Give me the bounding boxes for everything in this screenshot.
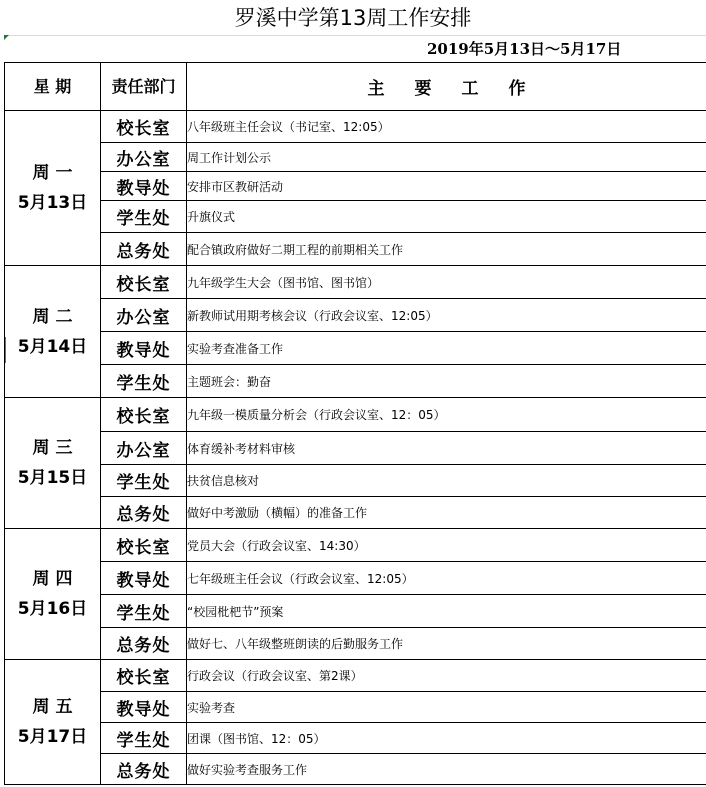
dept-cell: 总务处: [101, 628, 187, 660]
day-date: 5月17日: [17, 727, 88, 747]
day-name: 周 二: [32, 306, 73, 327]
dept-cell: 教导处: [101, 172, 187, 201]
table-row: [5, 692, 706, 723]
header-row: [5, 63, 706, 111]
schedule-body: [5, 111, 706, 785]
table-row: [5, 365, 706, 398]
schedule-table: [4, 62, 706, 785]
dept-cell: 校长室: [101, 529, 187, 562]
task-cell: 安排市区教研活动: [187, 172, 706, 201]
table-row: [5, 172, 706, 201]
page-title: 罗溪中学第13周工作安排: [234, 6, 472, 30]
header-dept: 责任部门: [101, 63, 187, 111]
task-cell: 升旗仪式: [187, 201, 706, 233]
dept-cell: 办公室: [101, 143, 187, 172]
table-row: [5, 332, 706, 365]
task-cell: 做好实验考查服务工作: [187, 754, 706, 785]
task-cell: 七年级班主任会议（行政会议室、12:05）: [187, 562, 706, 595]
task-cell: “校园枇杷节”预案: [187, 595, 706, 628]
task-cell: 实验考查准备工作: [187, 332, 706, 365]
day-name: 周 三: [32, 438, 73, 458]
day-cell: [5, 266, 101, 398]
day-name: 周 五: [32, 697, 73, 717]
dept-cell: 校长室: [101, 398, 187, 432]
table-row: [5, 143, 706, 172]
day-cell: [5, 111, 101, 266]
task-cell: 团课（图书馆、12：05）: [187, 723, 706, 754]
dept-cell: 学生处: [101, 465, 187, 497]
task-cell: 扶贫信息核对: [187, 465, 706, 497]
table-row: [5, 723, 706, 754]
day-name: 周 一: [32, 163, 73, 183]
dept-cell: 教导处: [101, 692, 187, 723]
day-date: 5月14日: [17, 336, 88, 357]
day-cell: [5, 660, 101, 785]
dept-cell: 总务处: [101, 233, 187, 266]
task-cell: 做好中考激励（横幅）的准备工作: [187, 497, 706, 529]
table-row: [5, 595, 706, 628]
table-row: [5, 398, 706, 432]
cell-marker: [4, 35, 9, 40]
table-row: [5, 111, 706, 143]
dept-cell: 总务处: [101, 497, 187, 529]
table-row: [5, 529, 706, 562]
task-cell: 行政会议（行政会议室、第2课）: [187, 660, 706, 692]
table-row: [5, 432, 706, 465]
dept-cell: 学生处: [101, 201, 187, 233]
dept-cell: 办公室: [101, 432, 187, 465]
task-cell: 党员大会（行政会议室、14:30）: [187, 529, 706, 562]
day-date: 5月16日: [17, 599, 88, 619]
table-row: [5, 660, 706, 692]
table-row: [5, 233, 706, 266]
table-row: [5, 754, 706, 785]
dept-cell: 教导处: [101, 332, 187, 365]
task-cell: 九年级一模质量分析会（行政会议室、12：05）: [187, 398, 706, 432]
task-cell: 实验考查: [187, 692, 706, 723]
table-row: [5, 299, 706, 332]
task-cell: 周工作计划公示: [187, 143, 706, 172]
task-cell: 九年级学生大会（图书馆、图书馆）: [187, 266, 706, 299]
header-main: 主要工作: [187, 63, 706, 111]
dept-cell: 校长室: [101, 111, 187, 143]
dept-cell: 校长室: [101, 266, 187, 299]
day-cell: [5, 529, 101, 660]
dept-cell: 办公室: [101, 299, 187, 332]
task-cell: 新教师试用期考核会议（行政会议室、12:05）: [187, 299, 706, 332]
table-row: [5, 465, 706, 497]
dept-cell: 学生处: [101, 365, 187, 398]
task-cell: 体育缓补考材料审核: [187, 432, 706, 465]
task-cell: 配合镇政府做好二期工程的前期相关工作: [187, 233, 706, 266]
date-range: 2019年5月13日～5月17日: [427, 40, 622, 58]
day-date: 5月15日: [17, 468, 88, 488]
dept-cell: 学生处: [101, 723, 187, 754]
day-name: 周 四: [32, 569, 73, 589]
dept-cell: 教导处: [101, 562, 187, 595]
day-cell: [5, 398, 101, 529]
dept-cell: 总务处: [101, 754, 187, 785]
dept-cell: 学生处: [101, 595, 187, 628]
table-row: [5, 562, 706, 595]
dept-cell: 校长室: [101, 660, 187, 692]
table-row: [5, 201, 706, 233]
table-row: [5, 497, 706, 529]
day-date: 5月13日: [17, 193, 88, 213]
task-cell: 做好七、八年级整班朗读的后勤服务工作: [187, 628, 706, 660]
table-row: [5, 628, 706, 660]
table-row: [5, 266, 706, 299]
header-day: 星 期: [5, 63, 101, 111]
task-cell: 八年级班主任会议（书记室、12:05）: [187, 111, 706, 143]
task-cell: 主题班会：勤奋: [187, 365, 706, 398]
